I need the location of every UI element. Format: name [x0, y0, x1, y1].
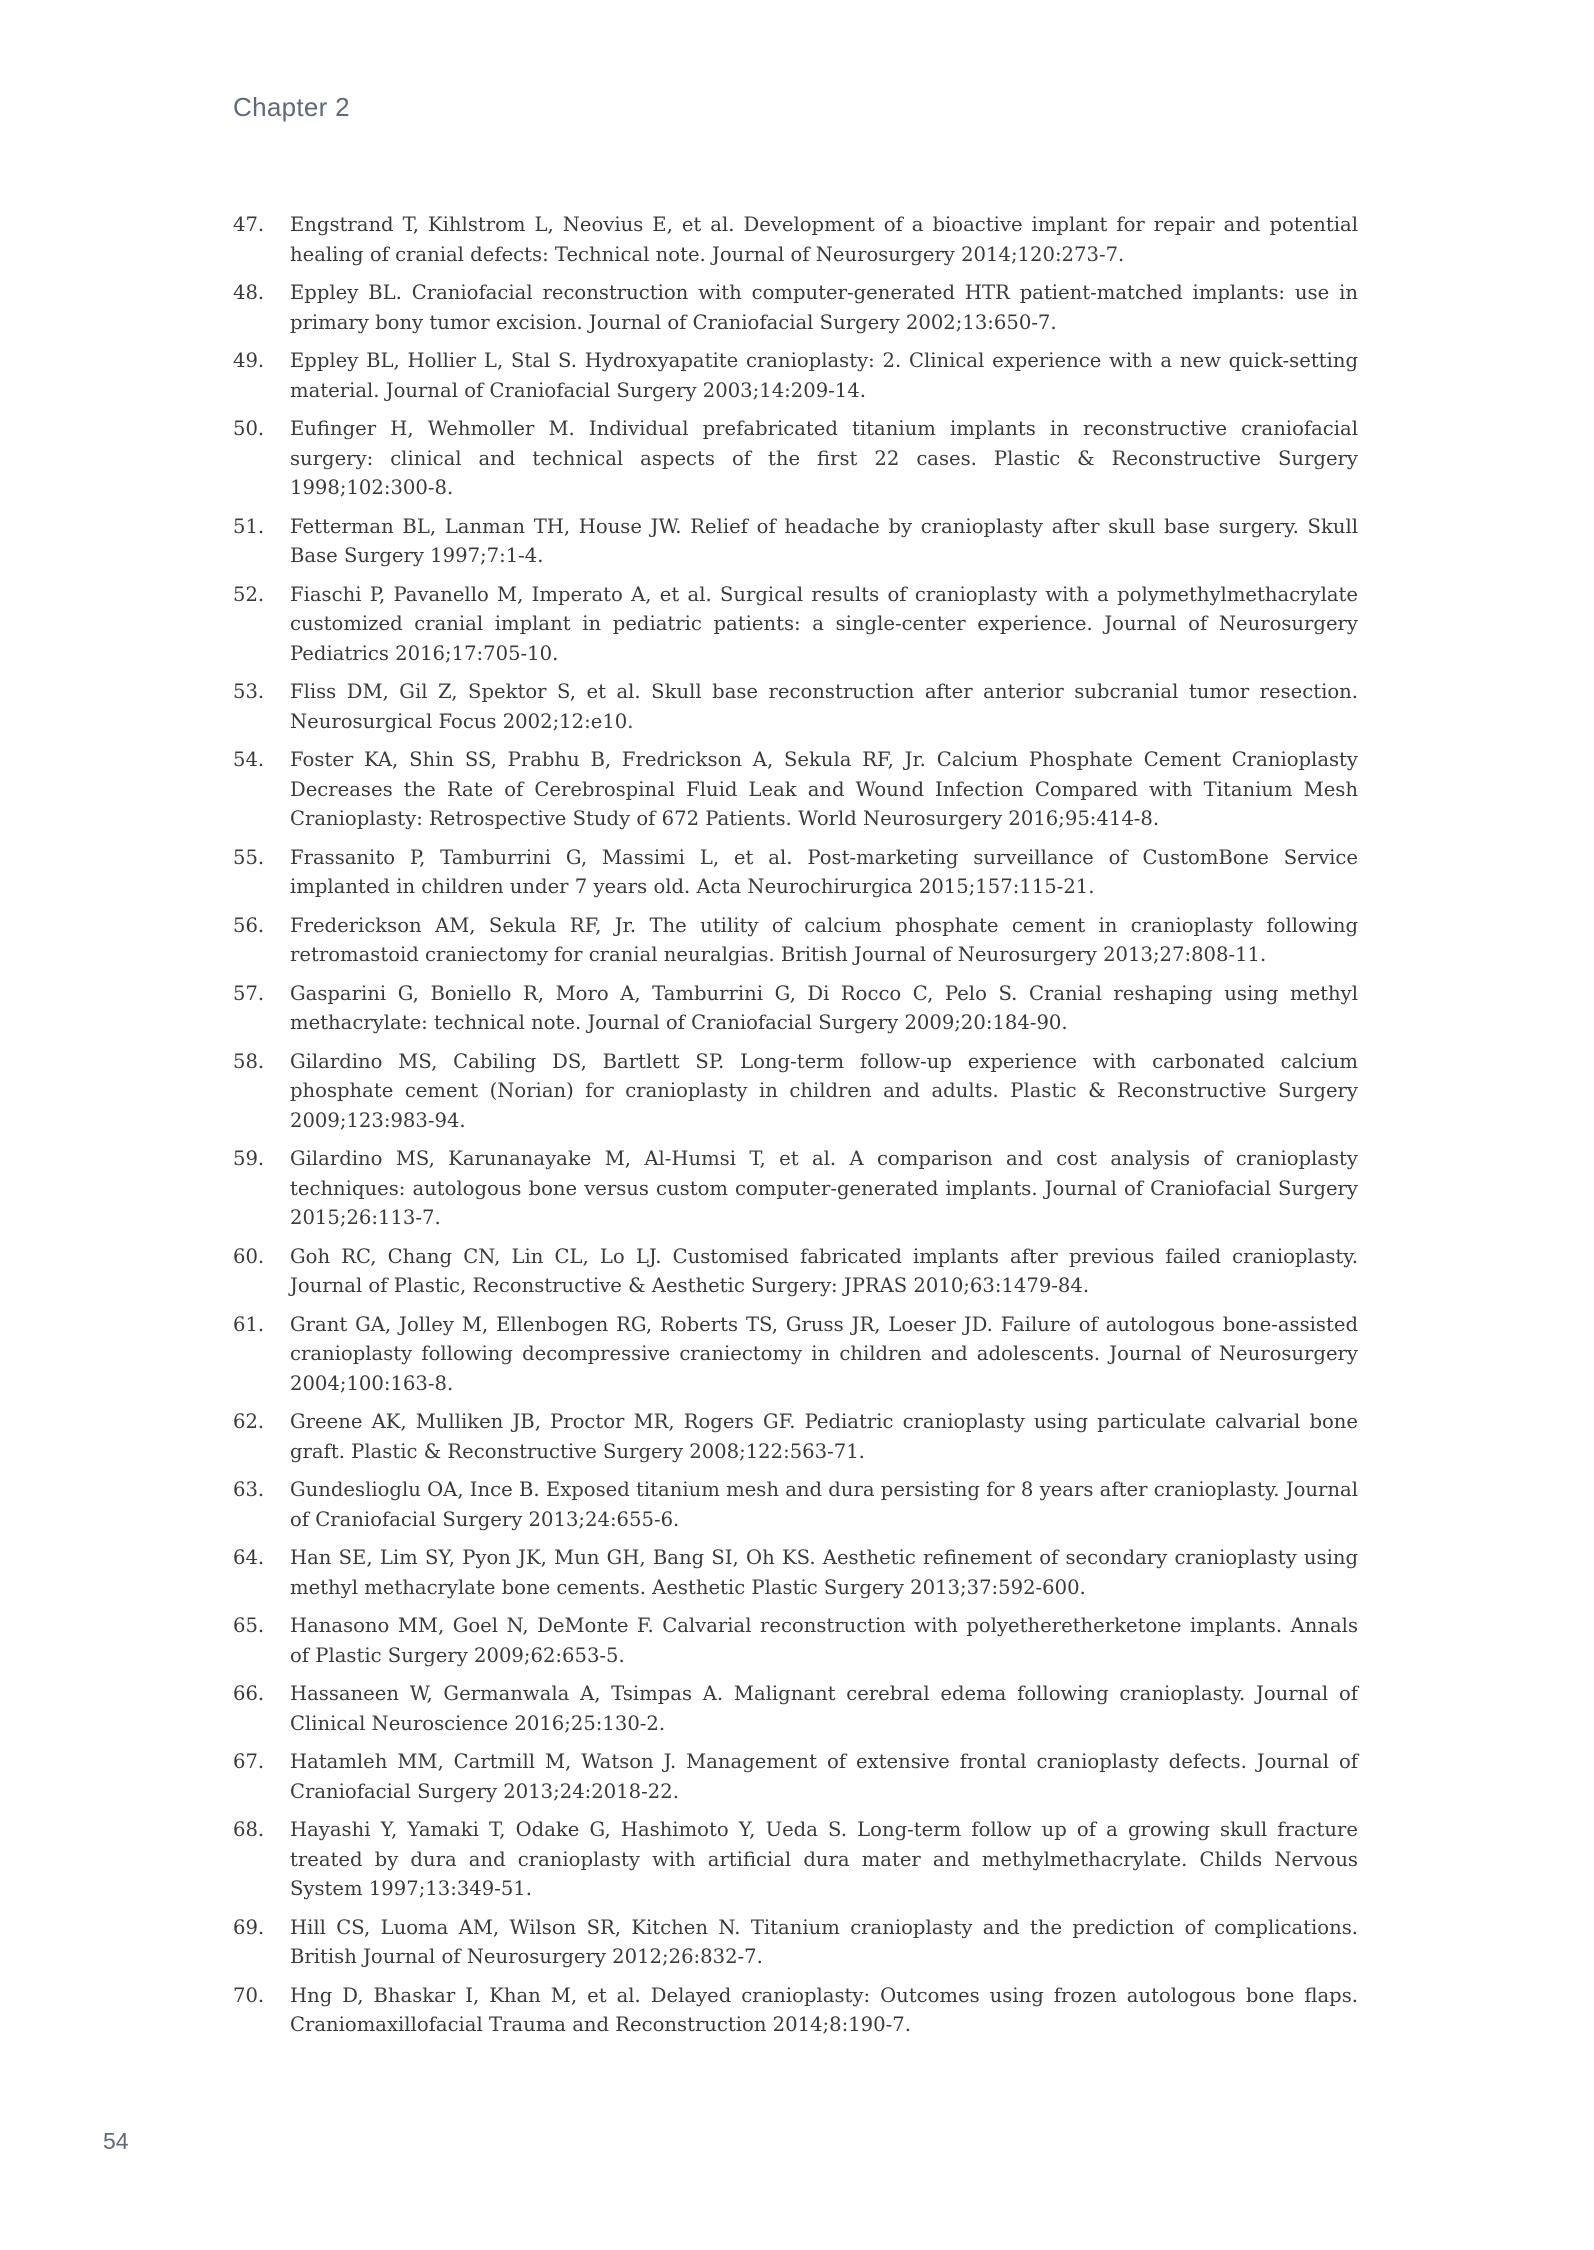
reference-item	[233, 414, 1358, 503]
reference-item	[233, 210, 1358, 269]
reference-text: Gasparini G, Boniello R, Moro A, Tamburrini G, Di Rocco C, Pelo S. Cranial reshaping using methyl methacrylate: technical note. Journal of Craniofacial Surgery 2009;20:184-90.	[290, 981, 1358, 1034]
reference-text: Foster KA, Shin SS, Prabhu B, Fredrickson A, Sekula RF, Jr. Calcium Phosphate Cement Cranioplasty Decreases the Rate of Cerebrospinal Fluid Leak and Wound Infection Compared with Titanium Mesh Cranioplasty: Retrospective Study of 672 Patients. World Neurosurgery 2016;95:414-8.	[290, 748, 1358, 830]
reference-item	[233, 278, 1358, 337]
page-number: 54	[103, 2128, 129, 2154]
reference-text: Eppley BL. Craniofacial reconstruction with computer-generated HTR patient-matched implants: use in primary bony tumor excision. Journal of Craniofacial Surgery 2002;13:650-7.	[290, 281, 1358, 334]
reference-number: 54.	[233, 748, 265, 771]
reference-number: 68.	[233, 1818, 265, 1841]
reference-item	[233, 580, 1358, 669]
reference-number: 63.	[233, 1478, 265, 1501]
reference-text: Frederickson AM, Sekula RF, Jr. The utility of calcium phosphate cement in cranioplasty following retromastoid craniectomy for cranial neuralgias. British Journal of Neurosurgery 2013;27:808-11.	[290, 913, 1358, 966]
reference-item	[233, 1144, 1358, 1233]
reference-item	[233, 1679, 1358, 1738]
reference-number: 65.	[233, 1614, 265, 1637]
reference-text: Grant GA, Jolley M, Ellenbogen RG, Roberts TS, Gruss JR, Loeser JD. Failure of autologous bone-assisted cranioplasty following decompressive craniectomy in children and adolescents. Journal of Neurosurgery 2004;100:163-8.	[290, 1312, 1358, 1395]
reference-text: Eppley BL, Hollier L, Stal S. Hydroxyapatite cranioplasty: 2. Clinical experience with a new quick-setting material. Journal of Craniofacial Surgery 2003;14:209-14.	[290, 349, 1358, 402]
reference-text: Fiaschi P, Pavanello M, Imperato A, et al. Surgical results of cranioplasty with a polymethylmethacrylate customized cranial implant in pediatric patients: a single-center experience. Journal of Neurosurgery Pediatrics 2016;17:705-10.	[290, 582, 1358, 665]
reference-number: 60.	[233, 1244, 265, 1268]
reference-number: 49.	[233, 349, 265, 372]
reference-number: 67.	[233, 1750, 265, 1773]
reference-text: Gilardino MS, Karunanayake M, Al-Humsi T, et al. A comparison and cost analysis of cranioplasty techniques: autologous bone versus custom computer-generated implants. Journal of Craniofacial Surgery 2015;26:113-7.	[290, 1147, 1358, 1229]
reference-number: 64.	[233, 1546, 265, 1569]
reference-item	[233, 1407, 1358, 1466]
reference-number: 61.	[233, 1312, 265, 1336]
reference-text: Greene AK, Mulliken JB, Proctor MR, Rogers GF. Pediatric cranioplasty using particulate calvarial bone graft. Plastic & Reconstructive Surgery 2008;122:563-71.	[290, 1410, 1358, 1463]
reference-text: Hayashi Y, Yamaki T, Odake G, Hashimoto Y, Ueda S. Long-term follow up of a growing skull fracture treated by dura and cranioplasty with artificial dura mater and methylmethacrylate. Childs Nervous System 1997;13:349-51.	[290, 1818, 1358, 1900]
reference-text: Gilardino MS, Cabiling DS, Bartlett SP. Long-term follow-up experience with carbonated calcium phosphate cement (Norian) for cranioplasty in children and adults. Plastic & Reconstructive Surgery 2009;123:983-94.	[290, 1049, 1358, 1132]
reference-item	[233, 1913, 1358, 1972]
reference-item	[233, 745, 1358, 834]
reference-item	[233, 677, 1358, 736]
reference-item	[233, 1310, 1358, 1399]
reference-text: Frassanito P, Tamburrini G, Massimi L, et al. Post-marketing surveillance of CustomBone Service implanted in children under 7 years old. Acta Neurochirurgica 2015;157:115-21.	[290, 845, 1358, 898]
reference-item	[233, 1543, 1358, 1602]
reference-number: 66.	[233, 1682, 265, 1705]
reference-number: 56.	[233, 913, 265, 937]
reference-text: Hanasono MM, Goel N, DeMonte F. Calvarial reconstruction with polyetheretherketone implants. Annals of Plastic Surgery 2009;62:653-5.	[290, 1614, 1358, 1667]
reference-item	[233, 1747, 1358, 1806]
reference-text: Eufinger H, Wehmoller M. Individual prefabricated titanium implants in reconstructive craniofacial surgery: clinical and technical aspects of the first 22 cases. Plastic & Reconstructive Surgery 1998;102:300-8.	[290, 417, 1358, 499]
reference-item	[233, 911, 1358, 970]
reference-item	[233, 1047, 1358, 1136]
reference-text: Hng D, Bhaskar I, Khan M, et al. Delayed cranioplasty: Outcomes using frozen autologous bone flaps. Craniomaxillofacial Trauma and Reconstruction 2014;8:190-7.	[290, 1983, 1358, 2036]
reference-text: Gundeslioglu OA, Ince B. Exposed titanium mesh and dura persisting for 8 years after cranioplasty. Journal of Craniofacial Surgery 2013;24:655-6.	[290, 1478, 1358, 1531]
running-head: Chapter 2	[233, 92, 350, 122]
reference-number: 58.	[233, 1049, 265, 1073]
reference-item	[233, 1475, 1358, 1534]
reference-item	[233, 1815, 1358, 1904]
reference-number: 50.	[233, 417, 265, 440]
reference-number: 69.	[233, 1915, 265, 1939]
reference-number: 53.	[233, 680, 265, 703]
reference-number: 62.	[233, 1410, 265, 1433]
reference-item	[233, 979, 1358, 1038]
reference-list	[233, 210, 1358, 2049]
reference-number: 70.	[233, 1983, 265, 2007]
reference-text: Hatamleh MM, Cartmill M, Watson J. Management of extensive frontal cranioplasty defects. Journal of Craniofacial Surgery 2013;24:2018-22.	[290, 1750, 1358, 1803]
reference-text: Han SE, Lim SY, Pyon JK, Mun GH, Bang SI, Oh KS. Aesthetic refinement of secondary cranioplasty using methyl methacrylate bone cements. Aesthetic Plastic Surgery 2013;37:592-600.	[290, 1546, 1358, 1599]
reference-text: Fetterman BL, Lanman TH, House JW. Relief of headache by cranioplasty after skull base surgery. Skull Base Surgery 1997;7:1-4.	[290, 514, 1358, 567]
reference-text: Fliss DM, Gil Z, Spektor S, et al. Skull base reconstruction after anterior subcranial tumor resection. Neurosurgical Focus 2002;12:e10.	[290, 680, 1358, 733]
reference-number: 52.	[233, 582, 265, 606]
reference-number: 57.	[233, 981, 265, 1005]
reference-item	[233, 1242, 1358, 1301]
reference-number: 48.	[233, 281, 265, 304]
reference-number: 51.	[233, 514, 265, 538]
reference-number: 47.	[233, 213, 265, 236]
reference-item	[233, 1981, 1358, 2040]
reference-item	[233, 512, 1358, 571]
reference-item	[233, 346, 1358, 405]
reference-text: Goh RC, Chang CN, Lin CL, Lo LJ. Customised fabricated implants after previous failed cranioplasty. Journal of Plastic, Reconstructive & Aesthetic Surgery: JPRAS 2010;63:1479-84.	[290, 1244, 1358, 1297]
reference-number: 55.	[233, 845, 265, 869]
reference-item	[233, 1611, 1358, 1670]
reference-number: 59.	[233, 1147, 265, 1170]
reference-text: Hill CS, Luoma AM, Wilson SR, Kitchen N. Titanium cranioplasty and the prediction of complications. British Journal of Neurosurgery 2012;26:832-7.	[290, 1915, 1358, 1968]
reference-text: Engstrand T, Kihlstrom L, Neovius E, et al. Development of a bioactive implant for repair and potential healing of cranial defects: Technical note. Journal of Neurosurgery 2014;120:273-7.	[290, 213, 1358, 266]
reference-item	[233, 843, 1358, 902]
reference-text: Hassaneen W, Germanwala A, Tsimpas A. Malignant cerebral edema following cranioplasty. Journal of Clinical Neuroscience 2016;25:130-2.	[290, 1682, 1358, 1735]
